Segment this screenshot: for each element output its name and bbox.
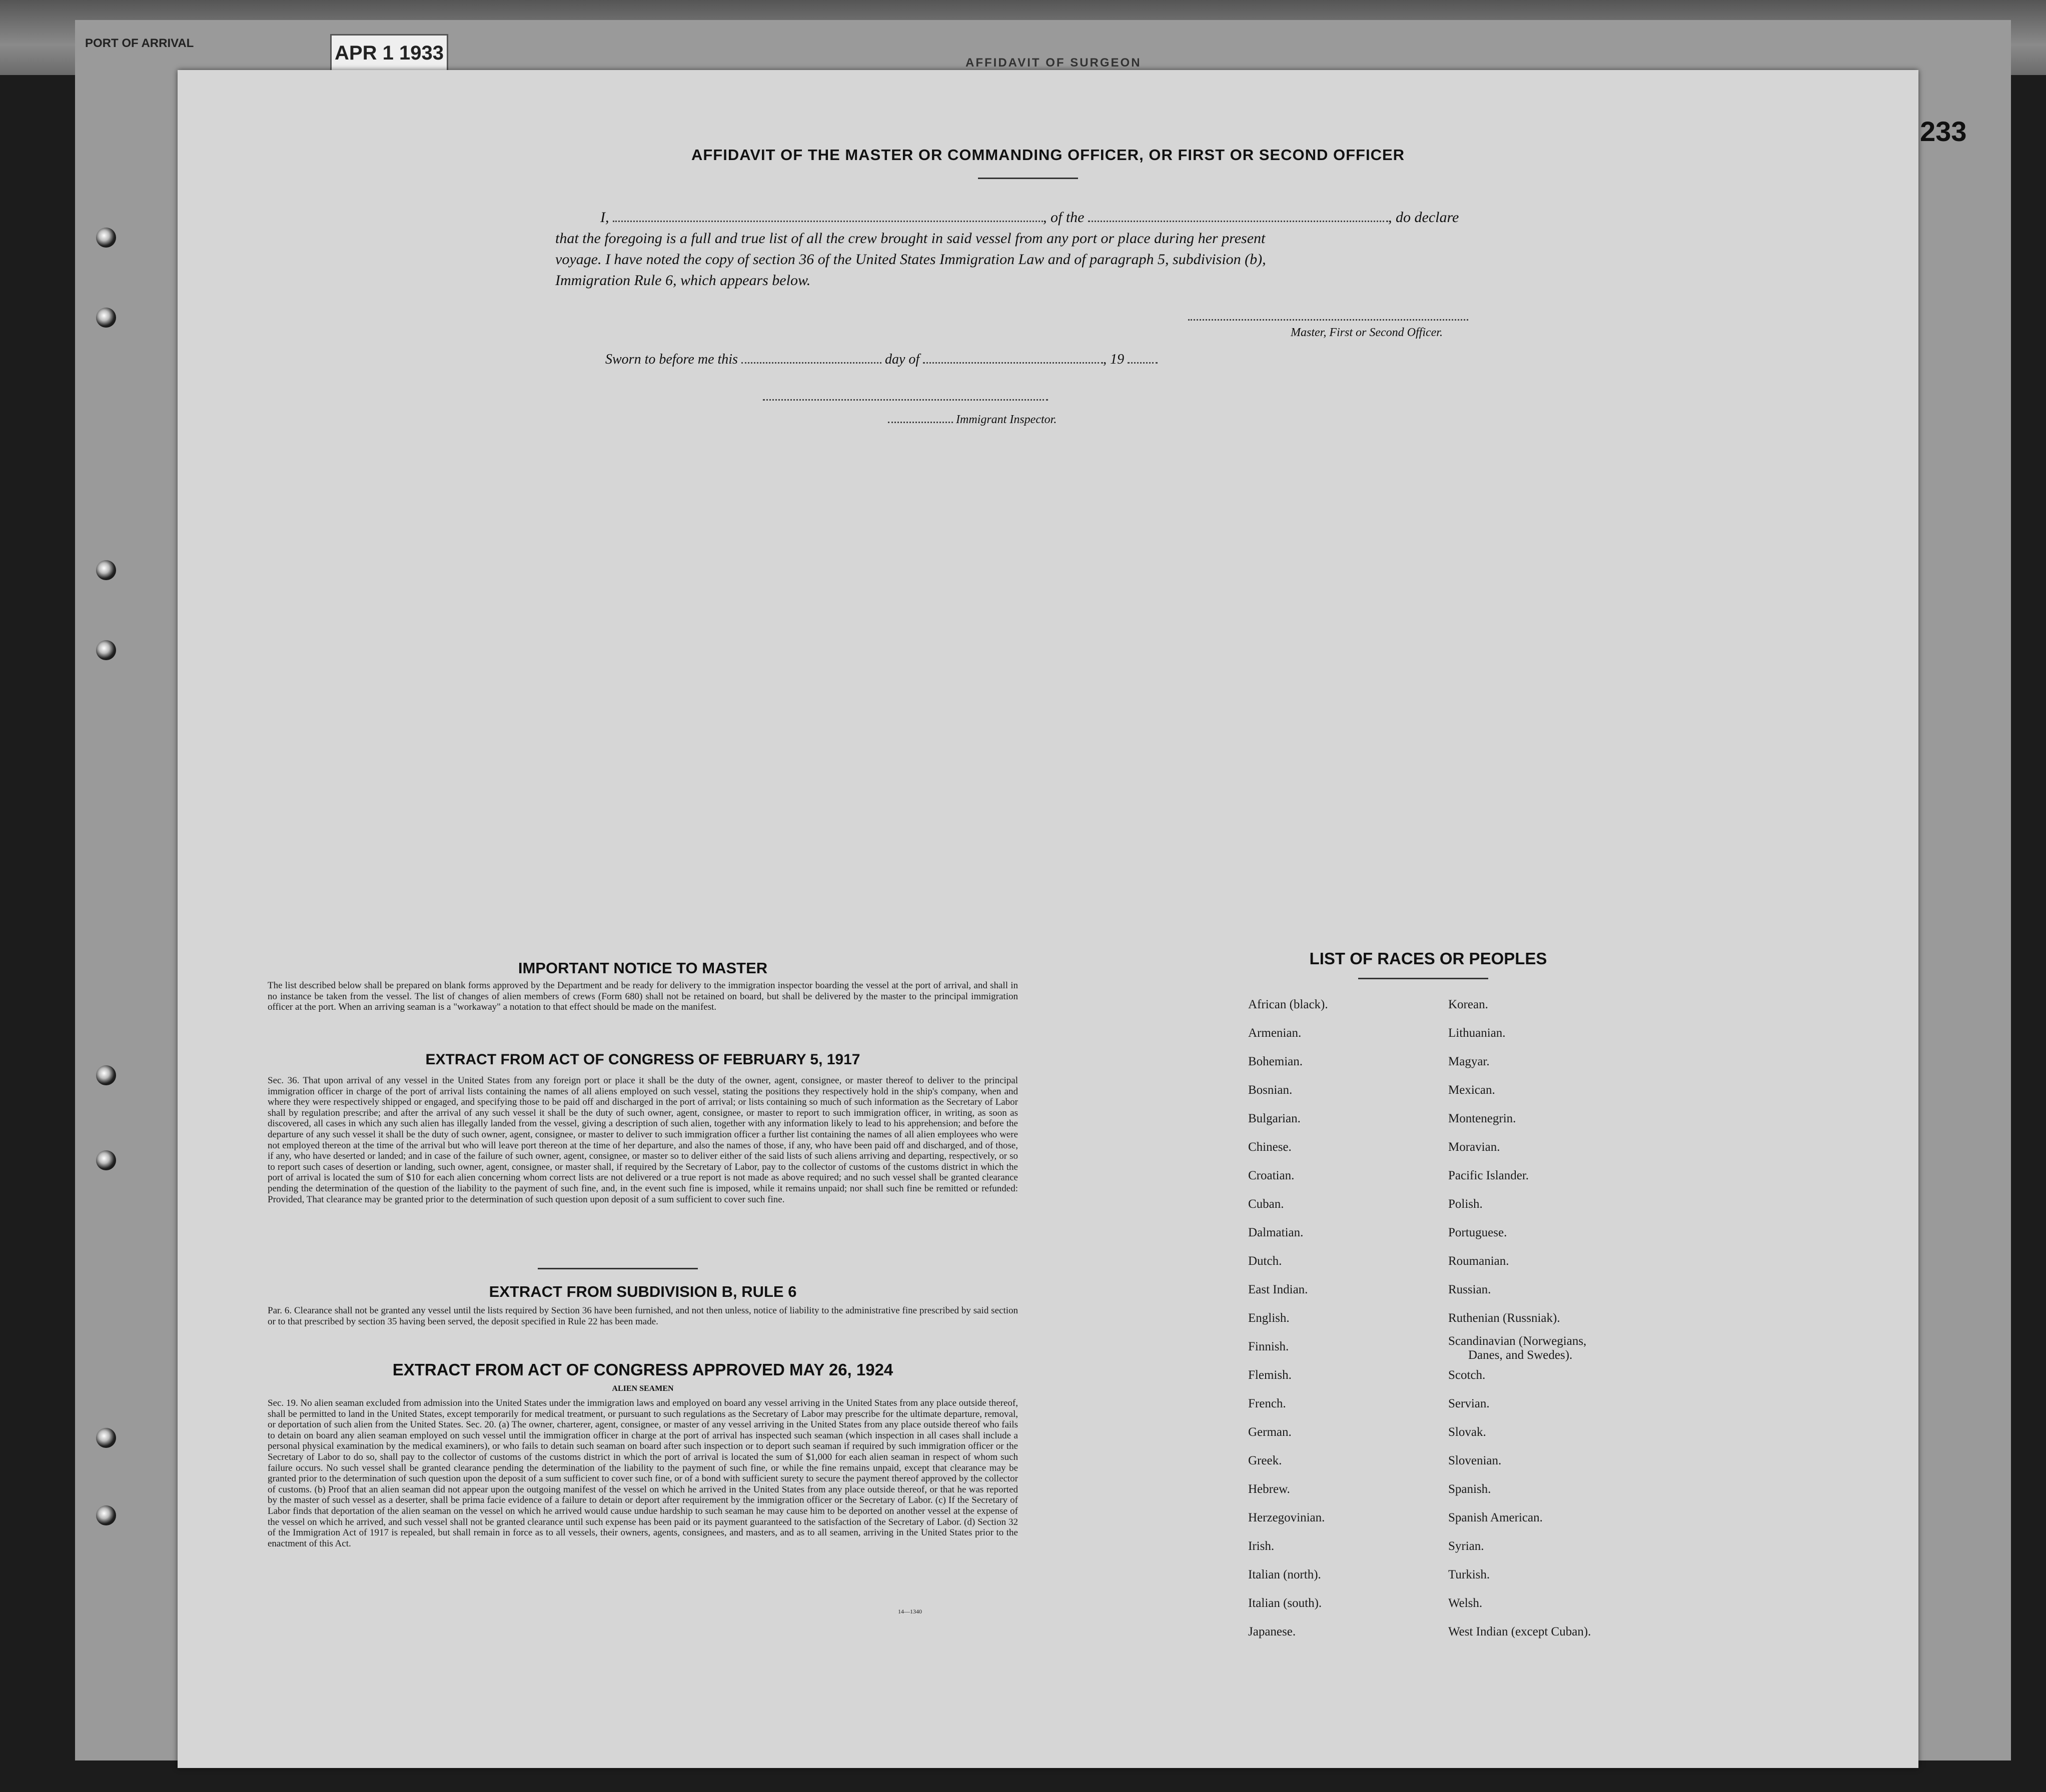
race-item: Lithuanian. (1448, 1026, 1506, 1040)
declare-label: , do declare (1388, 209, 1459, 226)
race-item: Dalmatian. (1248, 1226, 1304, 1239)
race-item: Spanish. (1448, 1482, 1491, 1496)
race-item: Servian. (1448, 1397, 1490, 1410)
rule6-title: EXTRACT FROM SUBDIVISION B, RULE 6 (489, 1283, 797, 1300)
port-of-arrival-text: PORT OF ARRIVAL (85, 37, 194, 50)
race-item: Polish. (1448, 1197, 1483, 1211)
race-item: Korean. (1448, 998, 1488, 1011)
extract-1917-text: Sec. 36. That upon arrival of any vessel in the United States from any foreign port or place it shall be the duty of the owner, agent, consignee, or master thereof to deliver to the principal immigration officer in charge of the port of arrival lists containing the names of all aliens employed on such vessel, stating the positions they respectively hold in the ship's company, when and where they were respectively shipped or engaged, and specifying those to be paid off and discharged in the port of arrival; or lists containing so much of such information as the Secretary of Labor shall by regulation prescribe; and after the arrival of any such vessel it shall be the duty of such owner, agent, consignee, or master to report to such immigration officer, in writing, as soon as discovered, all cases in which any such alien has illegally landed from the vessel, giving a description of such alien, together with any information likely to lead to his apprehension; and before the departure of any such vessel it shall be the duty of such owner, agent, consignee, or master to deliver to such immigration officer a further list containing the names of all alien employees who were not employed thereon at the time of the arrival but who will leave port thereon at the time of her departure, and also the names of those, if any, who have been paid off and discharged, and of those, if any, who have deserted or landed; and in case of the failure of such owner, agent, consignee, or master so to deliver either of the said lists of such aliens arriving and departing, respectively, or so to report such cases of desertion or landing, such owner, agent, consignee, or master shall, if required by the Secretary of Labor, pay to the collector of customs of the customs district in which the port of arrival is located the sum of $10 for each alien concerning whom correct lists are not delivered or a true report is not made as above required; and no such vessel shall be granted clearance pending the determination of the question of the liability to the payment of such fine, and, in the event such fine is imposed, while it remains unpaid; nor shall such fine be remitted or refunded: Provided, That clearance may be granted prior to the determination of such question upon deposit of a sum sufficient to cover such fine. (268, 1075, 1018, 1205)
races-title: LIST OF RACES OR PEOPLES (1309, 949, 1547, 968)
race-item: Flemish. (1248, 1368, 1292, 1382)
race-item: Bosnian. (1248, 1083, 1293, 1097)
race-item: Welsh. (1448, 1596, 1483, 1610)
race-item: Pacific Islander. (1448, 1169, 1529, 1182)
race-item: Portuguese. (1448, 1226, 1507, 1239)
punch-hole-icon (96, 1428, 116, 1448)
race-item: Spanish American. (1448, 1511, 1543, 1524)
extract-1924-text: Sec. 19. No alien seaman excluded from admission into the United States under the immigration laws and employed on board any vessel arriving in the United States from any place outside thereof, shall be permitted to land in the United States, except temporarily for medical treatment, or pursuant to such regulations as the Secretary of Labor may prescribe for the ultimate departure, removal, or deportation of such alien from the United States. Sec. 20. (a) The owner, charterer, agent, consignee, or master of any vessel arriving in the United States from any place outside thereof who fails to detain on board any alien seaman employed on such vessel until the immigration officer in charge at the port of arrival has inspected such seaman (which inspection in all cases shall include a personal physical examination by the medical examiners), or who fails to detain such seaman on board after such inspection or to deport such seaman if required by such immigration officer or the Secretary of Labor to do so, shall pay to the collector of customs of the customs district in which the port of arrival is located the sum of $1,000 for each alien seaman in respect of whom such failure occurs. No such vessel shall be granted clearance pending the determination of the liability to the payment of such fine, or while the fine remains unpaid, except that clearance may be granted prior to the determination of such question upon the deposit of a sum sufficient to cover such fine, or of a bond with sufficient surety to secure the payment thereof approved by the collector of customs. (b) Proof that an alien seaman did not appear upon the outgoing manifest of the vessel on which he arrived in the United States from any place outside thereof, or that he was reported by the master of such vessel as a deserter, shall be prima facie evidence of a failure to detain or deport after requirement by the immigration officer or the Secretary of Labor. (c) If the Secretary of Labor finds that deportation of the alien seaman on the vessel on which he arrived would cause undue hardship to such seaman he may cause him to be deported on another vessel at the expense of the vessel on which he arrived, and such vessel shall not be granted clearance until such expense has been paid or its payment guaranteed to the satisfaction of the Secretary of Labor. (d) Section 32 of the Immigration Act of 1917 is repealed, but shall remain in force as to all vessels, their owners, agents, consignees, and masters, and as to all seamen, arriving in the United States prior to the enactment of this Act. (268, 1398, 1018, 1549)
inspector-dots (888, 422, 953, 423)
race-item: Herzegovinian. (1248, 1511, 1325, 1524)
inspector-signature-field[interactable] (763, 399, 1048, 401)
sworn-line (605, 352, 1158, 368)
page-number: 233 (1920, 116, 1967, 147)
race-item: Cuban. (1248, 1197, 1284, 1211)
race-item: Syrian. (1448, 1539, 1484, 1553)
inspector-signature-label (888, 413, 1057, 427)
race-item: Irish. (1248, 1539, 1275, 1553)
race-item: English. (1248, 1311, 1290, 1325)
vessel-name-field[interactable] (1088, 221, 1388, 222)
vessel-label: , of the (1043, 209, 1085, 226)
race-item: Japanese. (1248, 1625, 1296, 1638)
section-divider (538, 1268, 698, 1269)
race-item: Mexican. (1448, 1083, 1495, 1097)
extract-1917-title: EXTRACT FROM ACT OF CONGRESS OF FEBRUARY 5, 1917 (425, 1051, 860, 1068)
notice-title: IMPORTANT NOTICE TO MASTER (518, 959, 768, 977)
race-item: Hebrew. (1248, 1482, 1290, 1496)
sworn-month-field[interactable] (923, 362, 1103, 364)
affidavit-line-4: Immigration Rule 6, which appears below. (555, 272, 811, 289)
form-sheet (178, 70, 1918, 1768)
race-item: Greek. (1248, 1454, 1282, 1467)
race-item: Italian (south). (1248, 1596, 1322, 1610)
punch-hole-icon (96, 640, 116, 660)
race-item: Chinese. (1248, 1140, 1292, 1154)
alien-seamen-subtitle: ALIEN SEAMEN (612, 1384, 674, 1393)
race-item: Magyar. (1448, 1055, 1490, 1068)
race-item: Slovenian. (1448, 1454, 1502, 1467)
race-item: West Indian (except Cuban). (1448, 1625, 1591, 1638)
extract-1924-title: EXTRACT FROM ACT OF CONGRESS APPROVED MAY 26, 1924 (392, 1360, 893, 1379)
punch-hole-icon (96, 228, 116, 248)
punch-hole-icon (96, 1065, 116, 1085)
notice-text: The list described below shall be prepared on blank forms approved by the Department and be ready for delivery to the immigration inspector boarding the vessel at the port of arrival, and shall in no instance be taken from the vessel. The list of changes of alien members of crews (Form 680) shall not be retained on board, but shall be delivered by the master to the principal immigration officer at the port. When an arriving seaman is a "workaway" a notation to that effect should be made on the manifest. (268, 980, 1018, 1013)
race-item: Montenegrin. (1448, 1112, 1516, 1125)
race-item: Ruthenian (Russniak). (1448, 1311, 1560, 1325)
title-rule (978, 178, 1078, 179)
race-item: Bohemian. (1248, 1055, 1303, 1068)
date-stamp: APR 1 1933 (330, 34, 448, 72)
punch-hole-icon (96, 308, 116, 328)
race-item: Bulgarian. (1248, 1112, 1301, 1125)
affidavit-line-3: voyage. I have noted the copy of section 36 of the United States Immigration Law and of paragraph 5, subdivision (b), (555, 251, 1266, 268)
race-item: Scandinavian (Norwegians, (1448, 1334, 1587, 1348)
race-item: Scotch. (1448, 1368, 1486, 1382)
master-signature-label: Master, First or Second Officer. (1291, 326, 1443, 339)
punch-hole-icon (96, 1505, 116, 1525)
race-item: Roumanian. (1448, 1254, 1509, 1268)
race-item: Moravian. (1448, 1140, 1500, 1154)
master-signature-field[interactable] (1188, 319, 1468, 321)
day-of-label: day of (884, 352, 920, 367)
race-item: East Indian. (1248, 1283, 1308, 1296)
affidavit-line-1 (600, 209, 1459, 226)
sworn-year-field[interactable] (1128, 362, 1158, 364)
affidavit-title: AFFIDAVIT OF THE MASTER OR COMMANDING OFFICER, OR FIRST OR SECOND OFFICER (691, 146, 1405, 164)
race-item: Armenian. (1248, 1026, 1302, 1040)
race-item: Croatian. (1248, 1169, 1295, 1182)
inspector-label: Immigrant Inspector. (956, 413, 1057, 426)
surgeon-affidavit-header: AFFIDAVIT OF SURGEON (965, 56, 1142, 70)
declarant-name-field[interactable] (613, 221, 1043, 222)
race-item: Russian. (1448, 1283, 1491, 1296)
race-item-continuation: Danes, and Swedes). (1468, 1348, 1573, 1362)
race-item: French. (1248, 1397, 1286, 1410)
race-item: Italian (north). (1248, 1568, 1321, 1581)
race-item: Finnish. (1248, 1340, 1289, 1353)
race-item: Turkish. (1448, 1568, 1490, 1581)
race-item: German. (1248, 1425, 1292, 1439)
race-item: Slovak. (1448, 1425, 1486, 1439)
race-item: African (black). (1248, 998, 1328, 1011)
year-label: , 19 (1103, 352, 1125, 367)
sworn-label: Sworn to before me this (605, 352, 738, 367)
rule6-text: Par. 6. Clearance shall not be granted any vessel until the lists required by Section 36 have been furnished, and not then unless, notice of liability to the administrative fine prescribed by said section or to that prescribed by section 35 having been served, the deposit specified in Rule 22 has been made. (268, 1305, 1018, 1327)
races-title-rule (1358, 978, 1488, 979)
form-number: 14—1340 (898, 1608, 922, 1615)
race-item: Dutch. (1248, 1254, 1282, 1268)
punch-hole-icon (96, 560, 116, 580)
punch-hole-icon (96, 1150, 116, 1170)
sworn-day-field[interactable] (741, 362, 881, 364)
declarant-label: I, (600, 209, 609, 226)
affidavit-line-2: that the foregoing is a full and true list of all the crew brought in said vessel from any port or place during her present (555, 230, 1266, 247)
